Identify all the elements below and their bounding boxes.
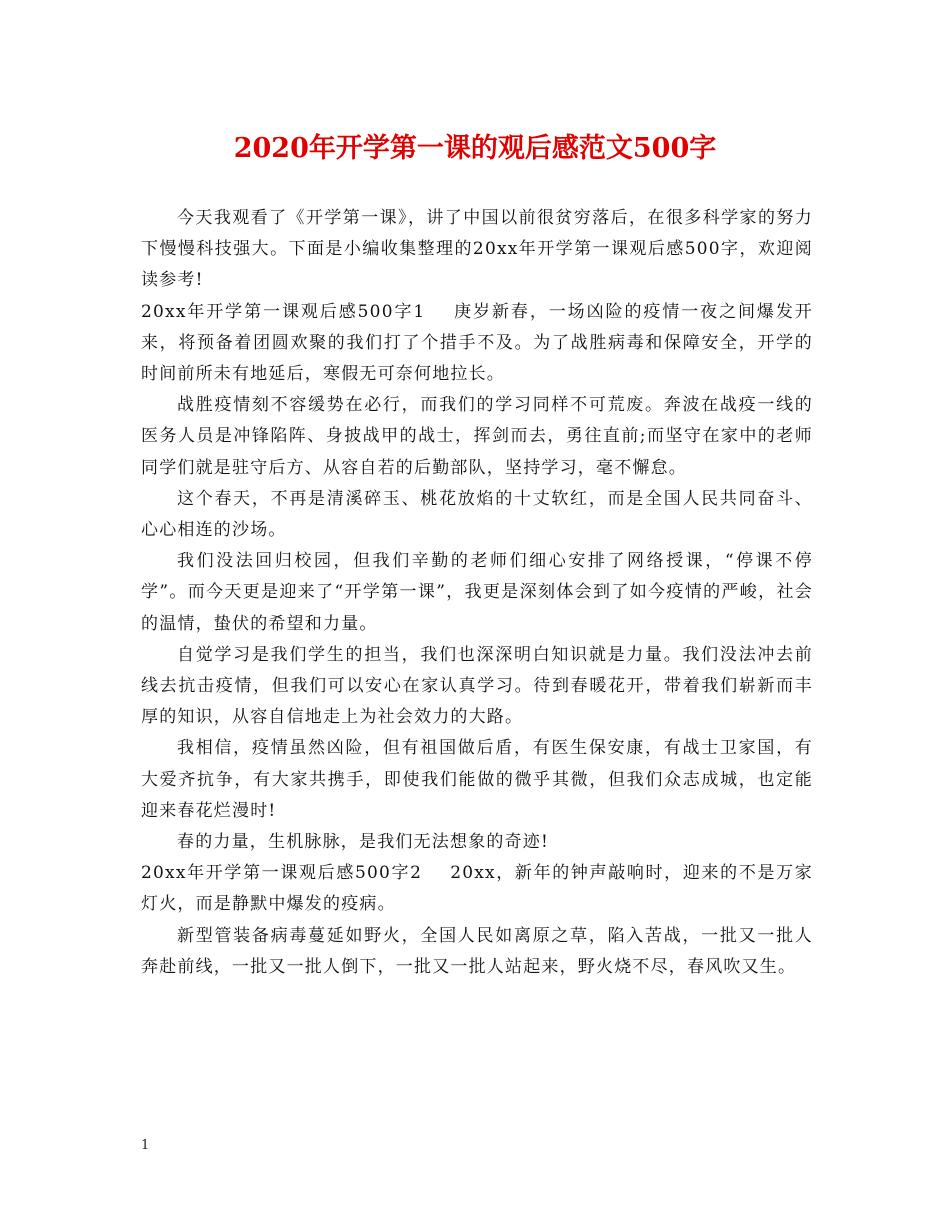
section-1-text: 庚岁新春，一场凶险的疫情一夜之间爆发开来，将预备着团圆欢聚的我们打了个措手不及。为了战胜病毒和保障安全，开学的时间前所未有地延后，寒假无可奈何地拉长。	[141, 301, 813, 385]
section-heading-2: 20xx年开学第一课观后感500字2	[141, 863, 423, 884]
page-number: 1	[141, 1138, 150, 1153]
paragraph: 新型管装备病毒蔓延如野火，全国人民如离原之草，陷入苦战，一批又一批人奔赴前线，一批又一批人倒下，一批又一批人站起来，野火烧不尽，春风吹又生。	[141, 925, 813, 977]
section-heading-paragraph-2	[141, 858, 813, 920]
section-heading-paragraph-1	[141, 297, 813, 391]
paragraph: 战胜疫情刻不容缓势在必行，而我们的学习同样不可荒废。奔波在战疫一线的医务人员是冲锋陷阵、身披战甲的战士，挥剑而去，勇往直前;而坚守在家中的老师同学们就是驻守后方、从容自若的后勤部队，坚持学习，毫不懈怠。	[141, 395, 813, 478]
paragraph: 春的力量，生机脉脉，是我们无法想象的奇迹!	[177, 832, 550, 853]
paragraph-intro: 今天我观看了《开学第一课》，讲了中国以前很贫穷落后，在很多科学家的努力下慢慢科技强大。下面是小编收集整理的20xx年开学第一课观后感500字，欢迎阅读参考!	[141, 208, 813, 291]
document-body	[141, 203, 813, 983]
paragraph: 我们没法回归校园，但我们辛勤的老师们细心安排了网络授课，“停课不停学”。而今天更是迎来了“开学第一课”，我更是深刻体会到了如今疫情的严峻，社会的温情，蛰伏的希望和力量。	[141, 551, 813, 634]
paragraph: 这个春天，不再是清溪碎玉、桃花放焰的十丈软红，而是全国人民共同奋斗、心心相连的沙场。	[141, 488, 813, 541]
paragraph: 自觉学习是我们学生的担当，我们也深深明白知识就是力量。我们没法冲去前线去抗击疫情，但我们可以安心在家认真学习。待到春暖花开，带着我们崭新而丰厚的知识，从容自信地走上为社会效力的大路。	[141, 644, 813, 728]
section-2-text: 20xx，新年的钟声敲响时，迎来的不是万家灯火，而是静默中爆发的疫病。	[141, 863, 813, 915]
paragraph: 我相信，疫情虽然凶险，但有祖国做后盾，有医生保安康，有战士卫家国，有大爱齐抗争，有大家共携手，即使我们能做的微乎其微，但我们众志成城，也定能迎来春花烂漫时!	[141, 738, 813, 821]
document-title: 2020年开学第一课的观后感范文500字	[233, 133, 717, 164]
section-heading-1: 20xx年开学第一课观后感500字1	[141, 301, 426, 322]
